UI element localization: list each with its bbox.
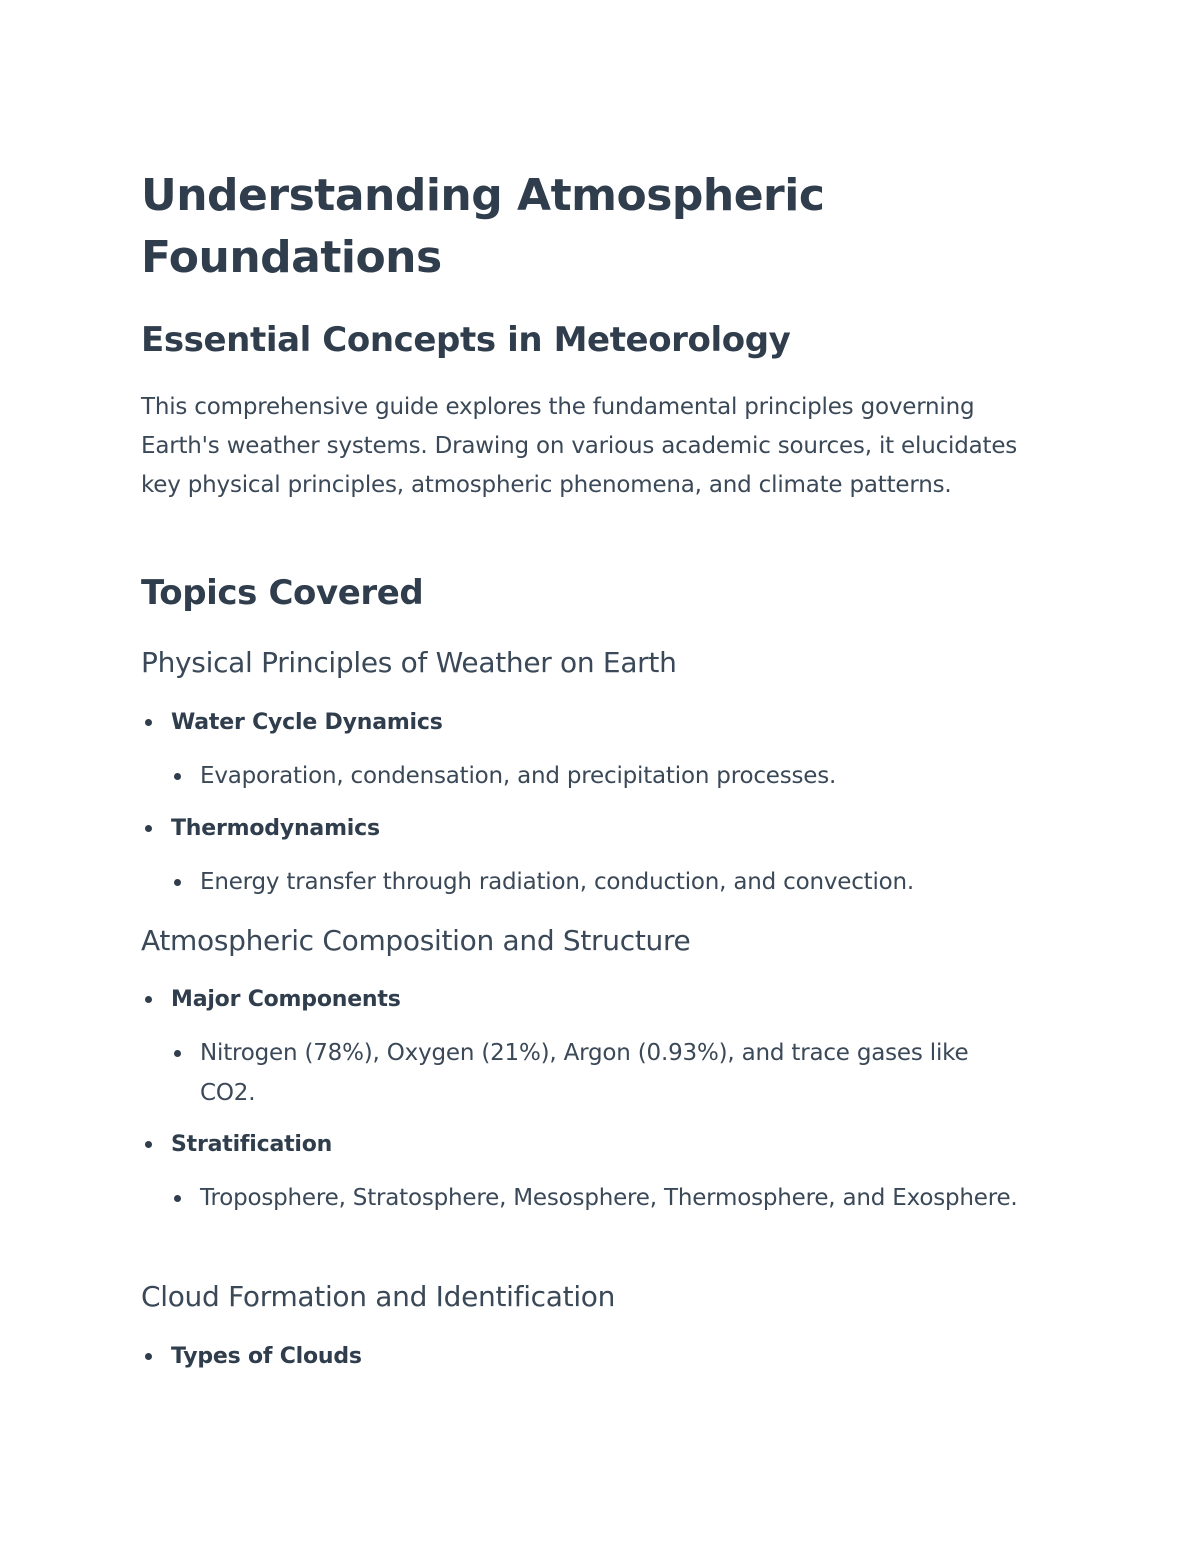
topics-heading: Topics Covered bbox=[141, 573, 424, 613]
list-item-detail bbox=[200, 1178, 1020, 1218]
list-item bbox=[171, 1125, 1031, 1165]
list-item-label: Major Components bbox=[171, 987, 401, 1012]
intro-paragraph: This comprehensive guide explores the fundamental principles governing Earth's weather systems. Drawing on various academic sources, it elucidates key physical principles, atmospheric phenomena, and climate patterns. bbox=[141, 394, 1018, 498]
list-item-detail-text: Evaporation, condensation, and precipitation processes. bbox=[200, 763, 837, 789]
bullet-icon bbox=[145, 1353, 152, 1360]
bullet-icon bbox=[174, 773, 181, 780]
list-item-detail bbox=[200, 756, 1020, 796]
section-heading-atmospheric-composition: Atmospheric Composition and Structure bbox=[141, 924, 691, 957]
bullet-icon bbox=[145, 996, 152, 1003]
list-item-detail-text: Energy transfer through radiation, conduction, and convection. bbox=[200, 869, 915, 895]
list-item bbox=[171, 1337, 1031, 1377]
list-item-label: Thermodynamics bbox=[171, 816, 380, 841]
bullet-icon bbox=[174, 879, 181, 886]
bullet-icon bbox=[145, 825, 152, 832]
list-item-detail bbox=[200, 862, 1020, 902]
list-item bbox=[171, 703, 1031, 743]
list-item-detail-text: Nitrogen (78%), Oxygen (21%), Argon (0.93%), and trace gases like CO2. bbox=[200, 1040, 969, 1106]
list-item bbox=[171, 980, 1031, 1020]
list-item-label: Water Cycle Dynamics bbox=[171, 710, 443, 735]
section-heading-physical-principles: Physical Principles of Weather on Earth bbox=[141, 646, 677, 679]
list-item-detail bbox=[200, 1033, 1020, 1113]
list-item-label: Stratification bbox=[171, 1132, 333, 1157]
bullet-icon bbox=[145, 1141, 152, 1148]
list-item-detail-text: Troposphere, Stratosphere, Mesosphere, Thermosphere, and Exosphere. bbox=[200, 1185, 1018, 1211]
list-item-label: Types of Clouds bbox=[171, 1344, 362, 1369]
document-title: Understanding Atmospheric Foundations bbox=[141, 170, 825, 283]
list-item bbox=[171, 809, 1031, 849]
bullet-icon bbox=[145, 719, 152, 726]
section-heading-cloud-formation: Cloud Formation and Identification bbox=[141, 1280, 616, 1313]
document-subtitle: Essential Concepts in Meteorology bbox=[141, 320, 791, 360]
bullet-icon bbox=[174, 1050, 181, 1057]
bullet-icon bbox=[174, 1195, 181, 1202]
